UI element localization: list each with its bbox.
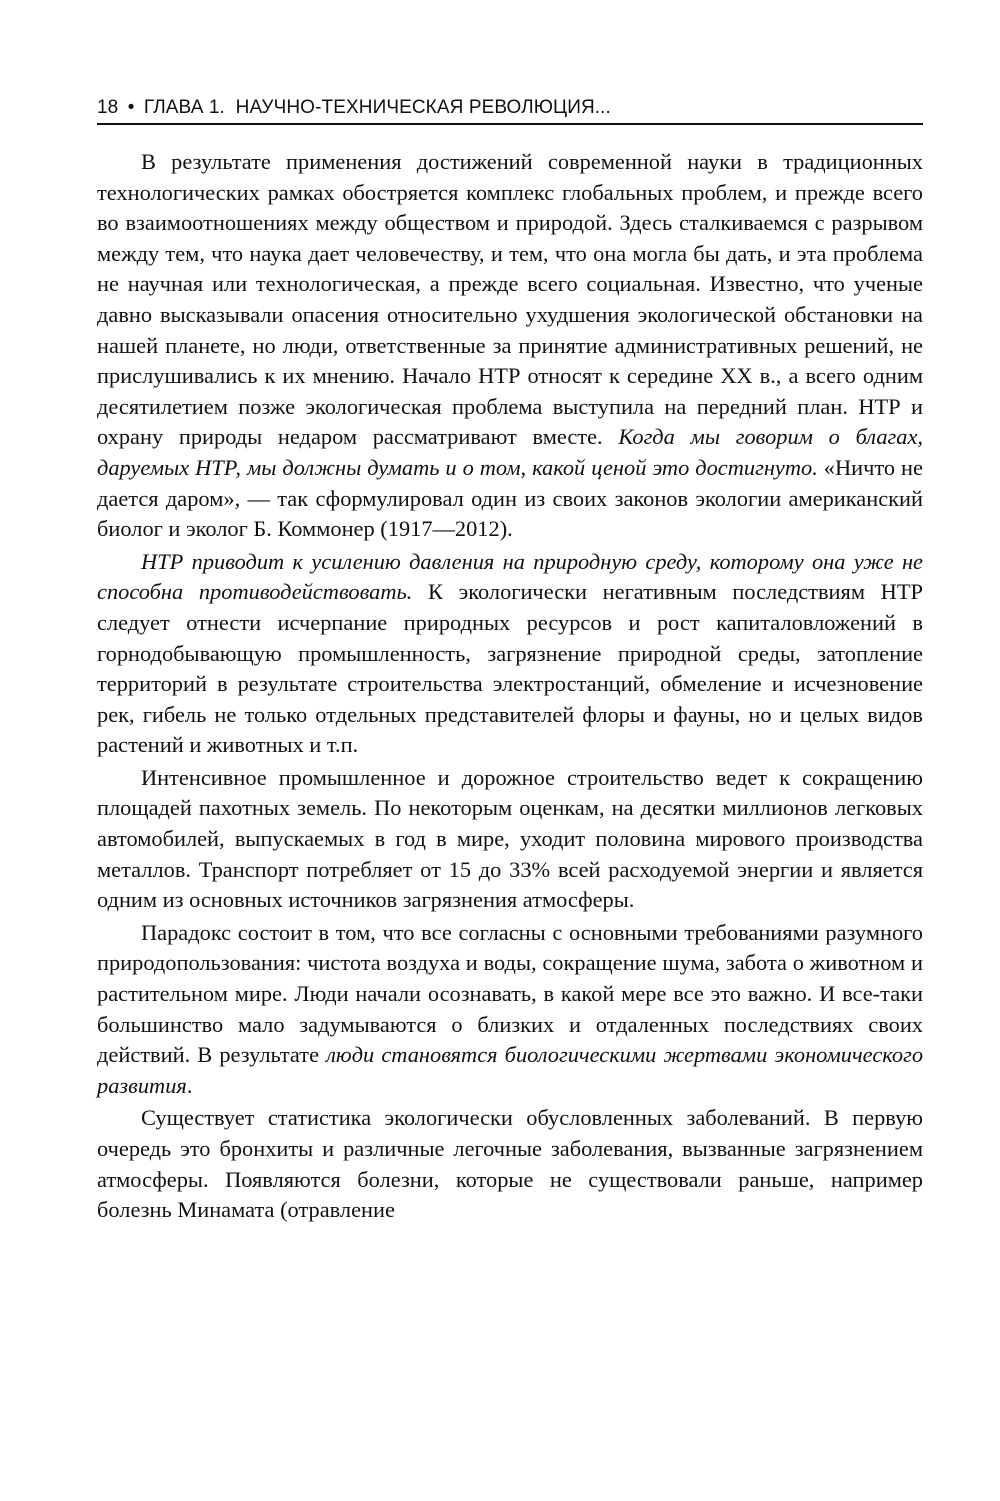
bullet-separator: • — [127, 97, 135, 118]
paragraph-1-text-b: «Ничто не дается даром», — так сформулировал один из своих законов экологии американский биолог и эколог Б. Коммонер (1917—2012). — [97, 454, 923, 542]
page-number: 18 — [97, 97, 119, 118]
paragraph-5 — [97, 1103, 923, 1225]
paragraph-4-text-b: . — [186, 1072, 193, 1098]
paragraph-1-text-a: В результате применения достижений современной науки в традиционных технологических рамках обостряется комплекс глобальных проблем, и прежде всего во взаимоотношениях между обществом и природой. Здесь сталкиваемся с разрывом между тем, что наука дает человечеству, и тем, что она могла бы дать, и эта проблема не научная или технологическая, а прежде всего социальная. Известно, что ученые давно высказывали опасения относительно ухудшения экологической обстановки на нашей планете, но люди, ответственные за принятие административных решений, не прислушивались к их мнению. Начало НТР относят к середине XX в., а всего одним десятилетием позже экологическая проблема выступила на передний план. НТР и охрану природы недаром рассматривают вместе. — [97, 149, 923, 450]
paragraph-1 — [97, 147, 923, 545]
paragraph-4-italic: люди становятся биологическими жертвами экономического развития — [97, 1042, 924, 1098]
running-head — [97, 96, 923, 125]
paragraph-2-text: К экологически негативным последствиям НТР следует отнести исчерпание природных ресурсов и рост капиталовложений в горнодобывающую промышленность, загрязнение природной среды, затопление территорий в результате строительства электростанций, обмеление и исчезновение рек, гибель не только отдельных представителей флоры и фауны, но и целых видов растений и животных и т.п. — [97, 579, 923, 758]
paragraph-3 — [97, 763, 923, 916]
body-text — [97, 147, 923, 1226]
chapter-label: ГЛАВА 1. — [143, 97, 225, 118]
paragraph-1-italic: Когда мы говорим о благах, даруемых НТР, мы должны думать и о том, какой ценой это достигнуто. — [97, 424, 923, 480]
book-page — [97, 96, 923, 1226]
paragraph-4-text-a: Парадокс состоит в том, что все согласны с основными требованиями разумного природопользования: чистота воздуха и воды, сокращение шума, забота о животном и растительном мире. Люди начали осознавать, в какой мере все это важно. И все-таки большинство мало задумываются о близких и отдаленных последствиях своих действий. В результате — [97, 919, 923, 1068]
paragraph-3-text: Интенсивное промышленное и дорожное строительство ведет к сокращению площадей пахотных земель. По некоторым оценкам, на десятки миллионов легковых автомобилей, выпускаемых в год в мире, уходит половина мирового производства металлов. Транспорт потребляет от 15 до 33% всей расходуемой энергии и является одним из основных источников загрязнения атмосферы. — [97, 764, 923, 913]
chapter-title: НАУЧНО-ТЕХНИЧЕСКАЯ РЕВОЛЮЦИЯ... — [235, 97, 611, 118]
paragraph-5-text: Существует статистика экологически обусловленных заболеваний. В первую очередь это бронхиты и различные легочные заболевания, вызванные загрязнением атмосферы. Появляются болезни, которые не существовали раньше, например болезнь Минамата (отравление — [97, 1105, 923, 1223]
paragraph-2 — [97, 547, 923, 761]
paragraph-2-italic: НТР приводит к усилению давления на природную среду, которому она уже не способна противодействовать. — [97, 548, 923, 605]
paragraph-4 — [97, 918, 923, 1102]
